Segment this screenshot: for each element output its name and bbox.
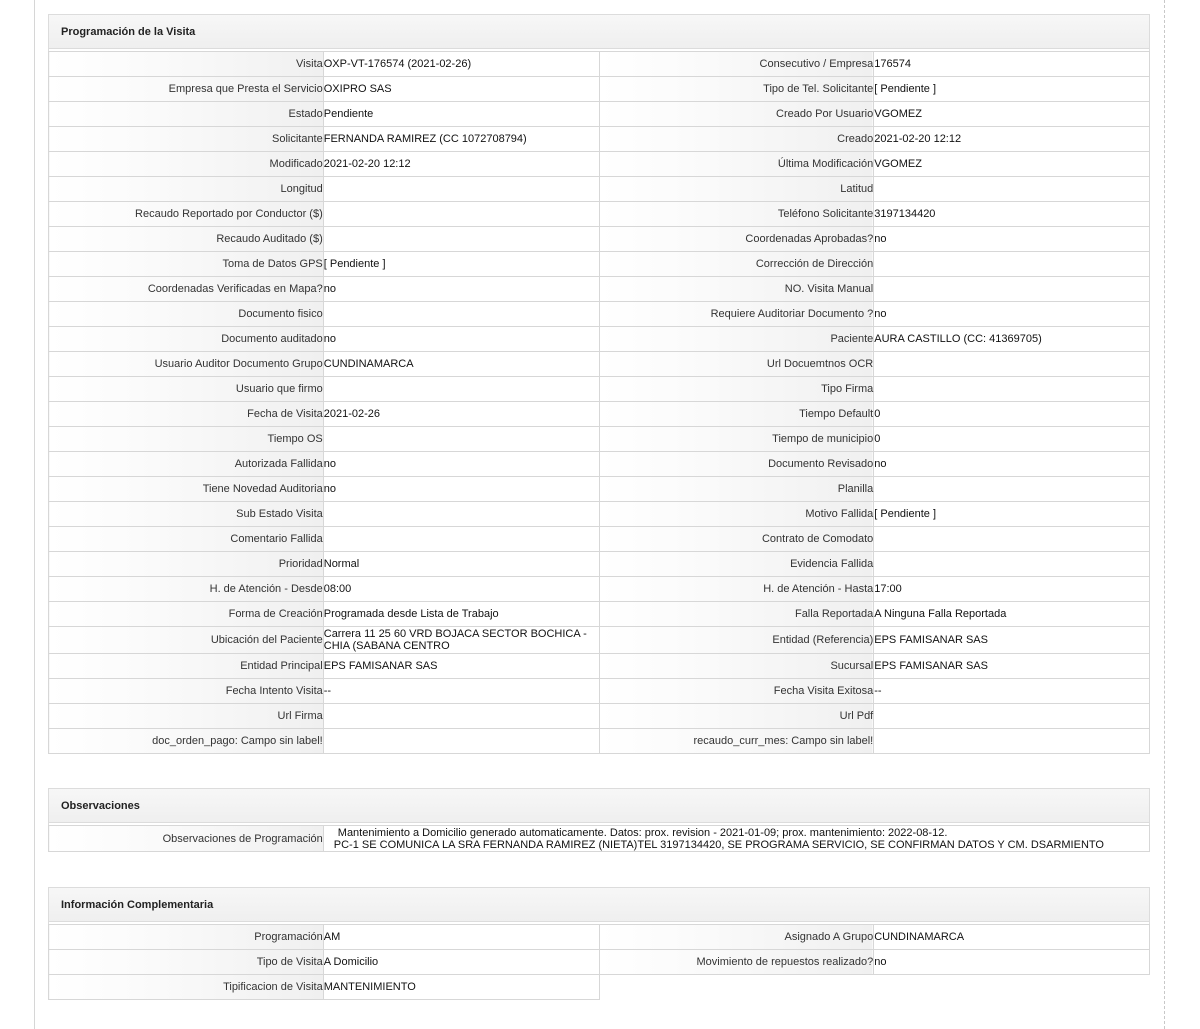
field-label: Recaudo Reportado por Conductor ($) — [49, 202, 324, 227]
field-label: NO. Visita Manual — [599, 277, 874, 302]
programacion-grid — [48, 51, 1150, 754]
observaciones-line-2: PC-1 SE COMUNICA LA SRA FERNANDA RAMIREZ (NIETA)TEL 3197134420, SE PROGRAMA SERVICIO, SE CONFIRMAN DATOS Y CM. DSARMIENTO — [333, 838, 1104, 851]
field-value: 0 — [874, 402, 1150, 427]
field-value: AURA CASTILLO (CC: 41369705) — [874, 327, 1150, 352]
field-label: Estado — [49, 102, 324, 127]
field-label: Empresa que Presta el Servicio — [49, 77, 324, 102]
field-value: no — [874, 302, 1150, 327]
table-row — [49, 252, 1150, 277]
table-row — [49, 102, 1150, 127]
field-value — [323, 704, 599, 729]
field-value — [323, 427, 599, 452]
field-label: Fecha Visita Exitosa — [599, 679, 874, 704]
field-label: Sucursal — [599, 654, 874, 679]
field-value: FERNANDA RAMIREZ (CC 1072708794) — [323, 127, 599, 152]
field-label: Prioridad — [49, 552, 324, 577]
field-label: Url Pdf — [599, 704, 874, 729]
field-value: no — [323, 452, 599, 477]
table-row — [49, 52, 1150, 77]
field-label: Tipo de Visita — [49, 950, 324, 975]
field-value: 0 — [874, 427, 1150, 452]
table-row — [49, 602, 1150, 627]
table-row — [49, 975, 1150, 1000]
field-label: Consecutivo / Empresa — [599, 52, 874, 77]
field-label: Comentario Fallida — [49, 527, 324, 552]
field-label: Documento Revisado — [599, 452, 874, 477]
field-value: CUNDINAMARCA — [323, 352, 599, 377]
field-value: -- — [874, 679, 1150, 704]
table-row — [49, 77, 1150, 102]
field-value — [874, 177, 1150, 202]
observaciones-value — [323, 826, 1149, 852]
field-value: CUNDINAMARCA — [874, 925, 1150, 950]
table-row — [49, 302, 1150, 327]
field-label: Tipificacion de Visita — [49, 975, 324, 1000]
field-label: Programación — [49, 925, 324, 950]
table-row — [49, 352, 1150, 377]
table-row — [49, 654, 1150, 679]
table-row — [49, 552, 1150, 577]
field-label: Toma de Datos GPS — [49, 252, 324, 277]
field-value — [874, 477, 1150, 502]
field-label: Usuario Auditor Documento Grupo — [49, 352, 324, 377]
field-value: [ Pendiente ] — [874, 77, 1150, 102]
field-label: Planilla — [599, 477, 874, 502]
field-value: 2021-02-26 — [323, 402, 599, 427]
field-label: Solicitante — [49, 127, 324, 152]
table-row — [49, 729, 1150, 754]
field-label: Observaciones de Programación — [49, 826, 324, 852]
table-row — [49, 527, 1150, 552]
field-label: Creado Por Usuario — [599, 102, 874, 127]
table-row — [49, 227, 1150, 252]
field-label: Fecha de Visita — [49, 402, 324, 427]
field-label: H. de Atención - Desde — [49, 577, 324, 602]
field-label: Contrato de Comodato — [599, 527, 874, 552]
field-label: Paciente — [599, 327, 874, 352]
field-value: A Ninguna Falla Reportada — [874, 602, 1150, 627]
field-label: Falla Reportada — [599, 602, 874, 627]
field-label: H. de Atención - Hasta — [599, 577, 874, 602]
field-value: 17:00 — [874, 577, 1150, 602]
field-label: Autorizada Fallida — [49, 452, 324, 477]
field-label: Entidad (Referencia) — [599, 627, 874, 654]
field-label: Coordenadas Aprobadas? — [599, 227, 874, 252]
field-value — [323, 227, 599, 252]
programacion-title: Programación de la Visita — [48, 14, 1150, 49]
observaciones-title: Observaciones — [48, 788, 1150, 823]
field-label: Movimiento de repuestos realizado? — [599, 950, 874, 975]
field-label: Recaudo Auditado ($) — [49, 227, 324, 252]
field-value: 176574 — [874, 52, 1150, 77]
table-row — [49, 177, 1150, 202]
table-row — [49, 202, 1150, 227]
field-label: Documento auditado — [49, 327, 324, 352]
table-row — [49, 402, 1150, 427]
field-value: no — [323, 477, 599, 502]
field-value: no — [323, 277, 599, 302]
table-row — [49, 826, 1150, 852]
field-value: EPS FAMISANAR SAS — [874, 654, 1150, 679]
field-label: recaudo_curr_mes: Campo sin label! — [599, 729, 874, 754]
field-value — [874, 704, 1150, 729]
field-value: Carrera 11 25 60 VRD BOJACA SECTOR BOCHICA - CHIA (SABANA CENTRO — [323, 627, 599, 654]
field-value: EPS FAMISANAR SAS — [323, 654, 599, 679]
field-label: Documento fisico — [49, 302, 324, 327]
field-value: Pendiente — [323, 102, 599, 127]
table-row — [49, 127, 1150, 152]
observaciones-grid — [48, 825, 1150, 852]
field-label: Tipo de Tel. Solicitante — [599, 77, 874, 102]
field-label: Corrección de Dirección — [599, 252, 874, 277]
field-label: Visita — [49, 52, 324, 77]
field-label: Motivo Fallida — [599, 502, 874, 527]
field-label: Teléfono Solicitante — [599, 202, 874, 227]
field-value — [323, 729, 599, 754]
field-value: Normal — [323, 552, 599, 577]
field-value — [874, 377, 1150, 402]
field-value — [874, 729, 1150, 754]
field-value: A Domicilio — [323, 950, 599, 975]
table-row — [49, 152, 1150, 177]
field-value: 2021-02-20 12:12 — [874, 127, 1150, 152]
field-value: OXP-VT-176574 (2021-02-26) — [323, 52, 599, 77]
field-label: Tiempo de municipio — [599, 427, 874, 452]
table-row — [49, 477, 1150, 502]
table-row — [49, 277, 1150, 302]
field-label: Evidencia Fallida — [599, 552, 874, 577]
field-label: Longitud — [49, 177, 324, 202]
field-label: Requiere Auditoriar Documento ? — [599, 302, 874, 327]
field-label: Forma de Creación — [49, 602, 324, 627]
field-value: no — [874, 950, 1150, 975]
field-label: Creado — [599, 127, 874, 152]
field-value: no — [874, 227, 1150, 252]
field-value — [874, 252, 1150, 277]
table-row — [49, 377, 1150, 402]
field-value — [323, 527, 599, 552]
table-row — [49, 452, 1150, 477]
field-label: Tiempo OS — [49, 427, 324, 452]
field-label: Asignado A Grupo — [599, 925, 874, 950]
field-label: Tiene Novedad Auditoria — [49, 477, 324, 502]
complementaria-title: Información Complementaria — [48, 887, 1150, 922]
table-row — [49, 679, 1150, 704]
table-row — [49, 950, 1150, 975]
table-row — [49, 925, 1150, 950]
field-label: Entidad Principal — [49, 654, 324, 679]
table-row — [49, 627, 1150, 654]
table-row — [49, 704, 1150, 729]
field-value: 2021-02-20 12:12 — [323, 152, 599, 177]
observaciones-line-1: Mantenimiento a Domicilio generado automaticamente. Datos: prox. revision - 2021-01-09; prox. mantenimiento: 2022-08-12. — [337, 826, 948, 839]
field-value: VGOMEZ — [874, 102, 1150, 127]
field-label: Fecha Intento Visita — [49, 679, 324, 704]
field-value: VGOMEZ — [874, 152, 1150, 177]
left-border — [34, 0, 35, 1029]
field-label: Url Firma — [49, 704, 324, 729]
field-value — [874, 552, 1150, 577]
complementaria-grid — [48, 924, 1150, 1000]
field-label: Tiempo Default — [599, 402, 874, 427]
field-value: AM — [323, 925, 599, 950]
field-value — [323, 202, 599, 227]
field-value: no — [874, 452, 1150, 477]
observaciones-panel — [48, 788, 1150, 852]
field-value — [323, 177, 599, 202]
field-value — [874, 527, 1150, 552]
field-value: MANTENIMIENTO — [323, 975, 599, 1000]
field-label: Sub Estado Visita — [49, 502, 324, 527]
field-value — [323, 502, 599, 527]
field-value: 08:00 — [323, 577, 599, 602]
right-dashed-border — [1164, 0, 1165, 1029]
field-label: Ubicación del Paciente — [49, 627, 324, 654]
field-value: EPS FAMISANAR SAS — [874, 627, 1150, 654]
field-label: Url Docuemtnos OCR — [599, 352, 874, 377]
field-value: Programada desde Lista de Trabajo — [323, 602, 599, 627]
field-label: Última Modificación — [599, 152, 874, 177]
field-value — [874, 352, 1150, 377]
table-row — [49, 577, 1150, 602]
field-value — [874, 277, 1150, 302]
field-value: OXIPRO SAS — [323, 77, 599, 102]
field-value — [323, 302, 599, 327]
field-value: 3197134420 — [874, 202, 1150, 227]
table-row — [49, 502, 1150, 527]
field-label: Latitud — [599, 177, 874, 202]
complementaria-panel — [48, 887, 1150, 1000]
field-value — [323, 377, 599, 402]
table-row — [49, 427, 1150, 452]
field-value: -- — [323, 679, 599, 704]
field-value: [ Pendiente ] — [874, 502, 1150, 527]
field-label: Modificado — [49, 152, 324, 177]
field-value: [ Pendiente ] — [323, 252, 599, 277]
table-row — [49, 327, 1150, 352]
field-label: doc_orden_pago: Campo sin label! — [49, 729, 324, 754]
field-value: no — [323, 327, 599, 352]
field-label: Tipo Firma — [599, 377, 874, 402]
field-label: Coordenadas Verificadas en Mapa? — [49, 277, 324, 302]
field-label: Usuario que firmo — [49, 377, 324, 402]
programacion-panel — [48, 14, 1150, 754]
